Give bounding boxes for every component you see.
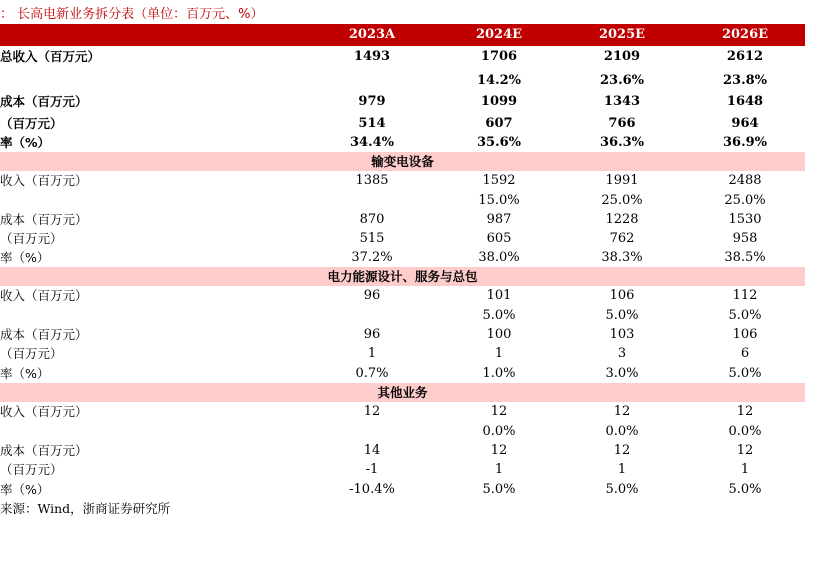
table-cell: 25.0% xyxy=(601,193,643,208)
table-cell: 2488 xyxy=(728,173,762,188)
table-cell: 1228 xyxy=(605,212,639,227)
row-label: 率（%） xyxy=(0,482,50,497)
table-cell: 979 xyxy=(358,94,386,109)
table-row xyxy=(0,210,805,229)
table-row xyxy=(0,248,805,267)
row-label: 收入（百万元） xyxy=(0,288,88,303)
table-header xyxy=(0,24,805,46)
table-cell: 96 xyxy=(363,327,381,342)
table-cell: 38.5% xyxy=(724,250,766,265)
table-cell: 37.2% xyxy=(351,250,393,265)
table-cell: 12 xyxy=(490,443,508,458)
table-cell: 1706 xyxy=(480,49,518,64)
row-label: 率（%） xyxy=(0,250,50,265)
table-row xyxy=(0,92,805,111)
table-cell: 1592 xyxy=(482,173,516,188)
table-cell: 987 xyxy=(486,212,512,227)
table-cell: 1 xyxy=(494,346,504,361)
table-cell: 38.3% xyxy=(601,250,643,265)
table-cell: 1 xyxy=(494,462,504,477)
table-cell: 112 xyxy=(732,288,758,303)
section-row xyxy=(0,152,805,171)
table-cell: 1493 xyxy=(353,49,391,64)
table-cell: 101 xyxy=(486,288,512,303)
table-cell: 35.6% xyxy=(476,135,521,150)
row-label: 成本（百万元） xyxy=(0,327,88,342)
table-row xyxy=(0,402,805,421)
table-cell: 12 xyxy=(736,404,754,419)
table-cell: 0.0% xyxy=(482,424,516,439)
table-cell: 1343 xyxy=(603,94,641,109)
table-cell: 36.3% xyxy=(599,135,644,150)
table-row xyxy=(0,460,805,479)
header-2024e: 2024E xyxy=(475,27,523,42)
table-cell: 1991 xyxy=(605,173,639,188)
table-cell: 766 xyxy=(608,116,636,131)
row-label: 收入（百万元） xyxy=(0,173,88,188)
table-cell: -1 xyxy=(365,462,379,477)
table-cell: 762 xyxy=(609,231,635,246)
table-cell: 1530 xyxy=(728,212,762,227)
table-row xyxy=(0,364,805,383)
header-2025e: 2025E xyxy=(598,27,646,42)
row-label: （百万元） xyxy=(0,116,63,131)
table-cell: 103 xyxy=(609,327,635,342)
table-cell: 6 xyxy=(740,346,750,361)
table-row xyxy=(0,171,805,190)
table-cell: 12 xyxy=(736,443,754,458)
row-label: 率（%） xyxy=(0,135,51,150)
table-cell: 36.9% xyxy=(722,135,767,150)
table-cell: 25.0% xyxy=(724,193,766,208)
table-cell: 515 xyxy=(359,231,385,246)
table-cell: 1.0% xyxy=(482,366,516,381)
table-cell: 23.6% xyxy=(599,73,644,88)
table-cell: 0.0% xyxy=(728,424,762,439)
table-cell: 106 xyxy=(609,288,635,303)
table-cell: 0.7% xyxy=(355,366,389,381)
table-row xyxy=(0,71,805,90)
row-label: 成本（百万元） xyxy=(0,212,88,227)
table-cell: 870 xyxy=(359,212,385,227)
section-row xyxy=(0,383,805,402)
row-label: 成本（百万元） xyxy=(0,443,88,458)
table-cell: 12 xyxy=(363,404,381,419)
table-cell: 1099 xyxy=(480,94,518,109)
table-row xyxy=(0,344,805,363)
table-cell: 3 xyxy=(617,346,627,361)
table-cell: 1385 xyxy=(355,173,389,188)
table-cell: 5.0% xyxy=(728,308,762,323)
row-label: 成本（百万元） xyxy=(0,94,88,109)
table-row xyxy=(0,480,805,499)
table-cell: 106 xyxy=(732,327,758,342)
row-label: 收入（百万元） xyxy=(0,404,88,419)
table-row xyxy=(0,47,805,66)
table-row xyxy=(0,229,805,248)
table-cell: 5.0% xyxy=(728,366,762,381)
table-cell: 1 xyxy=(367,346,377,361)
table-row xyxy=(0,191,805,210)
row-label: 率（%） xyxy=(0,366,50,381)
row-label: （百万元） xyxy=(0,231,63,246)
table-cell: 100 xyxy=(486,327,512,342)
table-cell: 12 xyxy=(613,443,631,458)
table-cell: 38.0% xyxy=(478,250,520,265)
table-cell: 5.0% xyxy=(482,308,516,323)
table-row xyxy=(0,133,805,152)
table-row xyxy=(0,114,805,133)
section-title: 输变电设备 xyxy=(371,154,434,169)
table-row xyxy=(0,306,805,325)
section-row xyxy=(0,267,805,286)
table-cell: 0.0% xyxy=(605,424,639,439)
table-cell: 5.0% xyxy=(605,482,639,497)
section-title: 其他业务 xyxy=(377,385,428,400)
section-title: 电力能源设计、服务与总包 xyxy=(327,269,478,284)
row-label: （百万元） xyxy=(0,346,63,361)
table-cell: 607 xyxy=(485,116,513,131)
table-row xyxy=(0,286,805,305)
table-title: ： 长高电新业务拆分表（单位：百万元、%） xyxy=(0,7,264,22)
table-cell: 2109 xyxy=(603,49,641,64)
table-cell: 5.0% xyxy=(728,482,762,497)
table-cell: 14.2% xyxy=(476,73,521,88)
source-note: 来源：Wind，浙商证券研究所 xyxy=(0,501,171,516)
table-cell: -10.4% xyxy=(349,482,395,497)
table-cell: 12 xyxy=(613,404,631,419)
table-cell: 3.0% xyxy=(605,366,639,381)
table-cell: 958 xyxy=(732,231,758,246)
row-label: （百万元） xyxy=(0,462,63,477)
table-cell: 5.0% xyxy=(482,482,516,497)
table-cell: 605 xyxy=(486,231,512,246)
row-label: 总收入（百万元） xyxy=(0,49,101,64)
table-cell: 96 xyxy=(363,288,381,303)
header-2023a: 2023A xyxy=(348,27,396,42)
table-cell: 34.4% xyxy=(349,135,394,150)
table-cell: 15.0% xyxy=(478,193,520,208)
table-cell: 23.8% xyxy=(722,73,767,88)
table-cell: 2612 xyxy=(726,49,764,64)
table-cell: 1 xyxy=(617,462,627,477)
table-cell: 514 xyxy=(358,116,386,131)
table-cell: 14 xyxy=(363,443,381,458)
table-row xyxy=(0,325,805,344)
table-row xyxy=(0,422,805,441)
table-cell: 1 xyxy=(740,462,750,477)
table-cell: 1648 xyxy=(726,94,764,109)
table-cell: 12 xyxy=(490,404,508,419)
table-cell: 5.0% xyxy=(605,308,639,323)
table-cell: 964 xyxy=(731,116,759,131)
table-row xyxy=(0,441,805,460)
header-2026e: 2026E xyxy=(721,27,769,42)
